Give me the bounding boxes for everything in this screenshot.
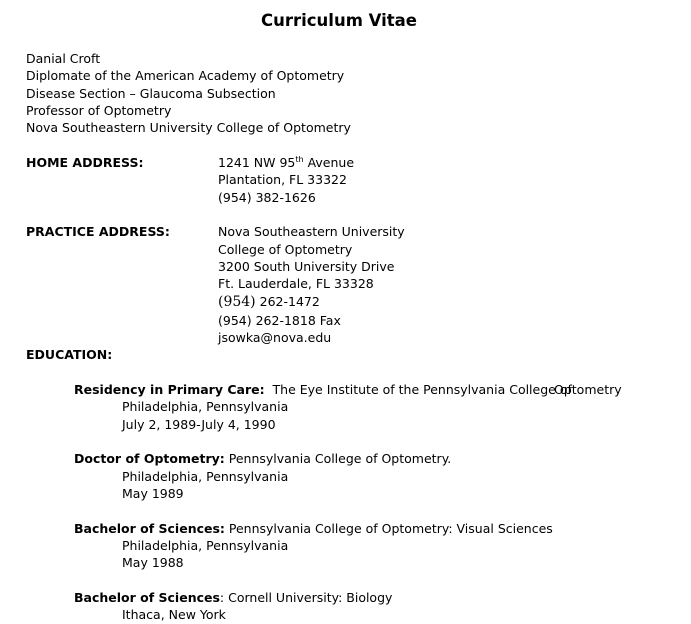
practice-address-label: PRACTICE ADDRESS: bbox=[26, 224, 170, 239]
home-city: Plantation, FL 33322 bbox=[218, 172, 347, 187]
practice-line: Ft. Lauderdale, FL 33328 bbox=[218, 276, 374, 291]
practice-line: Nova Southeastern University bbox=[218, 224, 405, 239]
education-entry-location: Philadelphia, Pennsylvania bbox=[122, 469, 289, 484]
education-entry-location: Ithaca, New York bbox=[122, 607, 226, 622]
home-street: 1241 NW 95th Avenue bbox=[218, 154, 355, 170]
education-entry-heading: Doctor of Optometry: Pennsylvania College of Optometry. bbox=[74, 451, 452, 466]
title-line: Diplomate of the American Academy of Optometry bbox=[26, 68, 345, 83]
education-label: EDUCATION: bbox=[26, 347, 113, 362]
practice-line: College of Optometry bbox=[218, 242, 353, 257]
home-phone: (954) 382-1626 bbox=[218, 190, 316, 205]
title-line: Nova Southeastern University College of Optometry bbox=[26, 120, 351, 135]
practice-email: jsowka@nova.edu bbox=[218, 330, 332, 345]
education-entry-heading: Residency in Primary Care: The Eye Institute of the Pennsylvania College of bbox=[74, 382, 572, 397]
education-entry-date: May 1989 bbox=[122, 486, 184, 501]
education-entry-location: Philadelphia, Pennsylvania bbox=[122, 399, 289, 414]
name-line: Danial Croft bbox=[26, 51, 101, 66]
title-line: Disease Section – Glaucoma Subsection bbox=[26, 86, 276, 101]
practice-phone: (954) 262-1472 bbox=[218, 294, 320, 310]
education-entry-heading: Bachelor of Sciences: Cornell University: Biology bbox=[74, 590, 393, 605]
education-entry-location: Philadelphia, Pennsylvania bbox=[122, 538, 289, 553]
home-address-label: HOME ADDRESS: bbox=[26, 155, 144, 170]
education-entry-date: May 1988 bbox=[122, 555, 184, 570]
title-line: Professor of Optometry bbox=[26, 103, 172, 118]
education-entry-heading: Bachelor of Sciences: Pennsylvania College of Optometry: Visual Sciences bbox=[74, 521, 553, 536]
practice-fax: (954) 262-1818 Fax bbox=[218, 313, 341, 328]
education-entry-heading-tail: Optometry bbox=[554, 382, 622, 397]
practice-line: 3200 South University Drive bbox=[218, 259, 395, 274]
document-title: Curriculum Vitae bbox=[260, 11, 417, 30]
education-entry-date: July 2, 1989-July 4, 1990 bbox=[122, 417, 276, 432]
